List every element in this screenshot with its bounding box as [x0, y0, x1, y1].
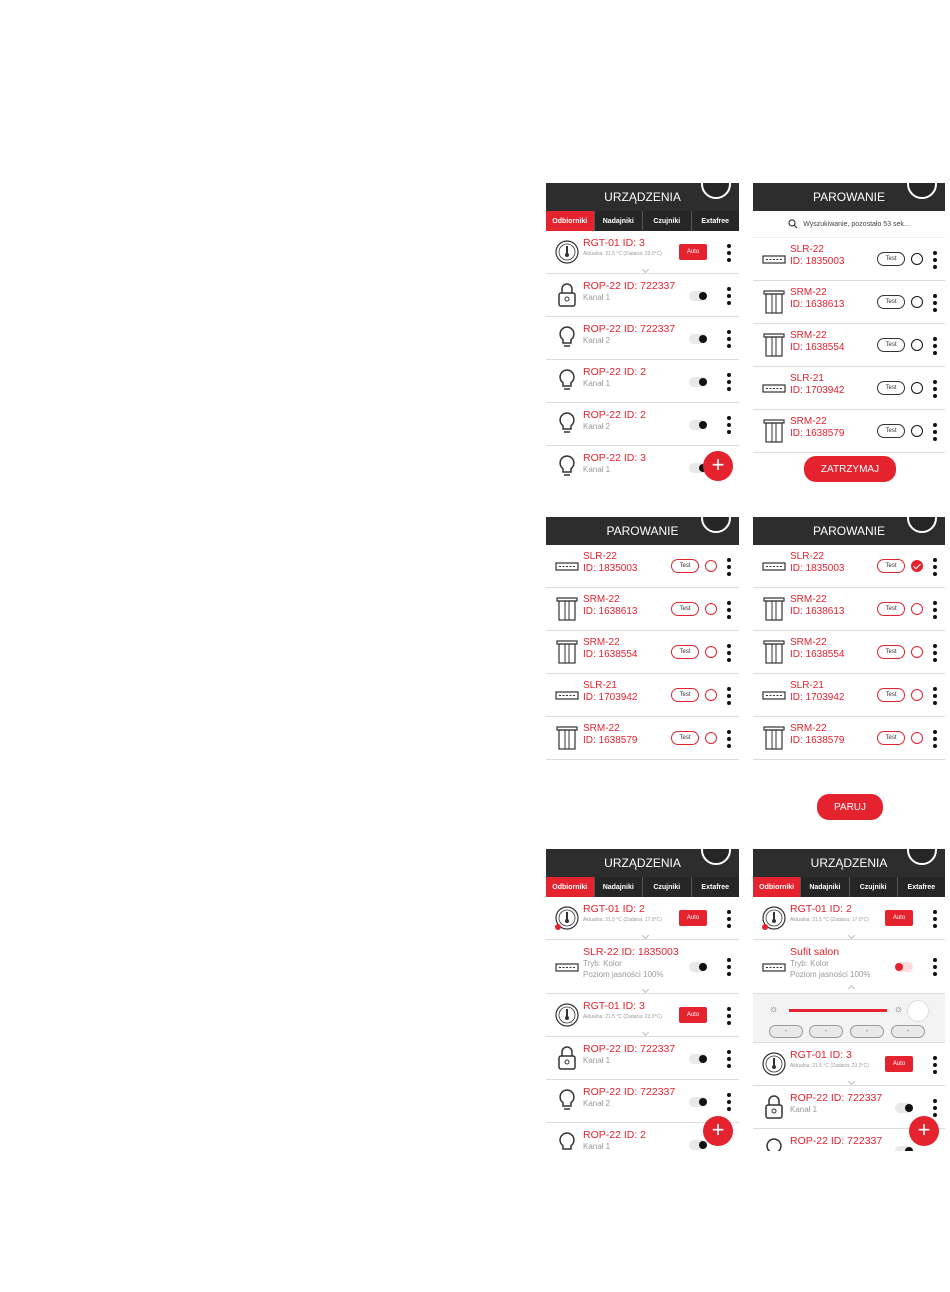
device-name: SRM-22	[790, 723, 827, 734]
device-title: RGT-01 ID: 2	[790, 903, 852, 915]
more-icon[interactable]	[727, 730, 731, 748]
test-button[interactable]: Test	[671, 602, 699, 616]
roller-blind-icon	[552, 723, 582, 753]
device-title: RGT-01 ID: 3	[790, 1049, 852, 1061]
power-toggle[interactable]	[895, 1103, 913, 1113]
test-button[interactable]: Test	[877, 381, 905, 395]
more-icon[interactable]	[727, 330, 731, 348]
step-badge	[907, 849, 937, 865]
led-controller-icon	[552, 952, 582, 982]
device-subtitle: Aktualna: 21.5 °C (Zadana: 23.0°C)	[790, 1063, 869, 1069]
select-radio[interactable]	[911, 382, 923, 394]
test-button[interactable]: Test	[671, 645, 699, 659]
device-title: RGT-01 ID: 3	[583, 237, 645, 249]
device-name: SLR-21	[583, 680, 617, 691]
device-title: SLR-22 ID: 1835003	[583, 946, 679, 958]
device-title: ROP-22 ID: 3	[583, 452, 647, 464]
device-name: SRM-22	[790, 594, 827, 605]
list-item[interactable]	[546, 994, 739, 1037]
header-title: URZĄDZENIA	[604, 190, 681, 204]
brightness-high-icon: ☼	[893, 1004, 903, 1015]
add-device-button[interactable]: +	[909, 1116, 939, 1146]
add-device-button[interactable]: +	[703, 451, 733, 481]
device-title: ROP-22 ID: 722337	[583, 323, 676, 335]
device-id: ID: 1638613	[583, 606, 638, 617]
auto-button[interactable]: Auto	[679, 1007, 707, 1023]
device-title: Sufit salon	[790, 946, 840, 958]
step-badge	[701, 183, 731, 199]
bulb-icon	[552, 1086, 582, 1116]
device-title: ROP-22 ID: 722337	[790, 1092, 883, 1104]
device-name: SRM-22	[790, 330, 827, 341]
panel-devices-1	[546, 183, 739, 493]
led-controller-icon	[552, 551, 582, 581]
more-icon[interactable]	[727, 558, 731, 576]
device-subtitle: Kanał 2	[583, 1099, 611, 1108]
thermostat-icon	[759, 903, 789, 933]
stop-button[interactable]: ZATRZYMAJ	[804, 456, 896, 482]
header-title: URZĄDZENIA	[604, 856, 681, 870]
led-controller-icon	[759, 680, 789, 710]
led-controller-icon	[552, 680, 582, 710]
bulb-icon	[552, 1129, 582, 1151]
more-icon[interactable]	[727, 644, 731, 662]
select-radio[interactable]	[911, 603, 923, 615]
test-button[interactable]: Test	[877, 559, 905, 573]
panel-devices-expanded	[753, 849, 945, 1151]
list-item[interactable]	[753, 238, 945, 281]
more-icon[interactable]	[727, 287, 731, 305]
list-item[interactable]	[546, 274, 739, 317]
select-radio[interactable]	[911, 253, 923, 265]
list-item[interactable]	[546, 631, 739, 674]
more-icon[interactable]	[933, 910, 937, 928]
device-brightness: Poziom jasności 100%	[583, 970, 664, 979]
more-icon[interactable]	[727, 910, 731, 928]
panel-pairing-search	[753, 183, 945, 493]
tab-extafree[interactable]: Extafree	[701, 217, 730, 225]
more-icon[interactable]	[727, 373, 731, 391]
device-id: ID: 1638613	[790, 606, 845, 617]
power-toggle[interactable]	[689, 1054, 707, 1064]
more-icon[interactable]	[933, 601, 937, 619]
test-button[interactable]: Test	[671, 688, 699, 702]
led-controller-icon	[759, 244, 789, 274]
test-button[interactable]: Test	[877, 252, 905, 266]
pair-button[interactable]: PARUJ	[817, 794, 883, 820]
tab-nadajniki[interactable]: Nadajniki	[595, 877, 644, 897]
test-button[interactable]: Test	[877, 424, 905, 438]
device-id: ID: 1703942	[583, 692, 638, 703]
test-button[interactable]: Test	[671, 731, 699, 745]
device-name: SLR-21	[790, 373, 824, 384]
list-item[interactable]	[546, 897, 739, 940]
device-id: ID: 1835003	[790, 563, 845, 574]
thermostat-icon	[552, 237, 582, 267]
chevron-down-icon[interactable]	[641, 932, 648, 939]
preset-button[interactable]: -	[809, 1025, 843, 1038]
select-radio-checked[interactable]	[911, 560, 923, 572]
bulb-icon	[552, 366, 582, 396]
search-icon	[788, 219, 798, 229]
list-item[interactable]	[753, 897, 945, 940]
list-item[interactable]	[546, 446, 739, 489]
roller-blind-icon	[759, 416, 789, 446]
tab-extafree[interactable]: Extafree	[701, 883, 730, 891]
color-picker-button[interactable]	[907, 1000, 929, 1022]
led-controller-icon	[759, 373, 789, 403]
list-item[interactable]	[546, 317, 739, 360]
preset-button[interactable]: -	[850, 1025, 884, 1038]
power-toggle[interactable]	[689, 334, 707, 344]
more-icon[interactable]	[933, 730, 937, 748]
list-item[interactable]	[753, 324, 945, 367]
device-name: SRM-22	[583, 637, 620, 648]
device-subtitle: Kanał 1	[583, 379, 611, 388]
test-button[interactable]: Test	[877, 295, 905, 309]
panel-header	[546, 517, 739, 545]
auto-button[interactable]: Auto	[679, 910, 707, 926]
brightness-panel	[753, 994, 945, 1043]
test-button[interactable]: Test	[877, 645, 905, 659]
list-item[interactable]	[546, 403, 739, 446]
list-item[interactable]	[753, 281, 945, 324]
bulb-icon	[552, 323, 582, 353]
roller-blind-icon	[759, 594, 789, 624]
step-badge	[701, 517, 731, 533]
device-id: ID: 1638579	[583, 735, 638, 746]
device-name: SRM-22	[790, 416, 827, 427]
auto-button[interactable]: Auto	[885, 910, 913, 926]
tab-nadajniki[interactable]: Nadajniki	[801, 877, 849, 897]
chevron-down-icon[interactable]	[848, 932, 855, 939]
panel-pairing-select	[753, 517, 945, 827]
power-toggle[interactable]	[895, 962, 913, 972]
select-radio[interactable]	[705, 560, 717, 572]
device-title: ROP-22 ID: 722337	[583, 1086, 676, 1098]
panel-header	[753, 517, 945, 545]
brightness-low-icon: ☼	[769, 1004, 779, 1015]
more-icon[interactable]	[727, 958, 731, 976]
select-radio[interactable]	[705, 689, 717, 701]
list-item[interactable]	[753, 631, 945, 674]
lock-icon	[552, 280, 582, 310]
roller-blind-icon	[759, 637, 789, 667]
step-badge	[907, 517, 937, 533]
device-subtitle: Kanał 1	[583, 1056, 611, 1065]
list-item[interactable]	[546, 588, 739, 631]
panel-header	[753, 849, 945, 877]
device-id: ID: 1638554	[583, 649, 638, 660]
select-radio[interactable]	[705, 646, 717, 658]
device-title: ROP-22 ID: 722337	[583, 280, 676, 292]
select-radio[interactable]	[705, 603, 717, 615]
device-id: ID: 1638579	[790, 735, 845, 746]
chevron-down-icon[interactable]	[641, 986, 648, 993]
list-item[interactable]	[546, 545, 739, 588]
device-name: SRM-22	[583, 723, 620, 734]
tab-extafree[interactable]: Extafree	[907, 883, 936, 891]
list-item[interactable]	[546, 1037, 739, 1080]
roller-blind-icon	[552, 637, 582, 667]
power-toggle[interactable]	[689, 377, 707, 387]
more-icon[interactable]	[933, 380, 937, 398]
chevron-up-icon[interactable]	[848, 985, 855, 992]
more-icon[interactable]	[933, 687, 937, 705]
more-icon[interactable]	[727, 1093, 731, 1111]
more-icon[interactable]	[933, 1099, 937, 1117]
more-icon[interactable]	[727, 1050, 731, 1068]
list-item[interactable]	[546, 674, 739, 717]
preset-button[interactable]: -	[769, 1025, 803, 1038]
roller-blind-icon	[759, 723, 789, 753]
preset-button[interactable]: -	[891, 1025, 925, 1038]
device-title: RGT-01 ID: 3	[583, 1000, 645, 1012]
device-subtitle: Kanał 1	[583, 465, 611, 474]
device-title: RGT-01 ID: 2	[583, 903, 645, 915]
led-controller-icon	[759, 952, 789, 982]
roller-blind-icon	[759, 287, 789, 317]
step-badge	[907, 183, 937, 199]
device-subtitle: Aktualna: 21.5 °C (Zadana: 17.0°C)	[583, 917, 662, 923]
device-title: ROP-22 ID: 722337	[790, 1135, 883, 1147]
add-device-button[interactable]: +	[703, 1116, 733, 1146]
device-name: SLR-22	[790, 244, 824, 255]
device-subtitle: Aktualna: 21.5 °C (Zadana: 17.0°C)	[790, 917, 869, 923]
device-id: ID: 1703942	[790, 692, 845, 703]
device-title: ROP-22 ID: 2	[583, 366, 647, 378]
more-icon[interactable]	[727, 601, 731, 619]
bulb-icon	[552, 452, 582, 482]
device-name: SLR-22	[790, 551, 824, 562]
list-item[interactable]	[753, 674, 945, 717]
header-title: PAROWANIE	[812, 524, 885, 538]
list-item[interactable]	[753, 588, 945, 631]
device-subtitle: Aktualna: 21.5 °C (Zadana: 23.0°C)	[583, 1014, 662, 1020]
power-toggle[interactable]	[689, 420, 707, 430]
select-radio[interactable]	[911, 732, 923, 744]
list-item[interactable]	[546, 231, 739, 274]
device-mode: Tryb: Kolor	[583, 959, 622, 968]
header-title: PAROWANIE	[812, 190, 885, 204]
header-title: URZĄDZENIA	[810, 856, 888, 870]
search-status-text: Wyszukiwanie, pozostało 53 sek...	[803, 220, 910, 228]
device-subtitle: Kanał 1	[583, 293, 611, 302]
more-icon[interactable]	[933, 251, 937, 269]
tab-odbiorniki[interactable]: Odbiorniki	[546, 211, 595, 231]
list-item[interactable]	[753, 410, 945, 453]
more-icon[interactable]	[727, 244, 731, 262]
lock-icon	[552, 1043, 582, 1073]
device-name: SRM-22	[790, 287, 827, 298]
thermostat-icon	[759, 1049, 789, 1079]
tab-bar	[753, 877, 945, 897]
list-item[interactable]	[753, 717, 945, 760]
select-radio[interactable]	[911, 646, 923, 658]
more-icon[interactable]	[933, 423, 937, 441]
device-title: ROP-22 ID: 2	[583, 1129, 647, 1141]
more-icon[interactable]	[933, 1056, 937, 1074]
device-id: ID: 1638613	[790, 299, 845, 310]
more-icon[interactable]	[933, 958, 937, 976]
device-subtitle: Kanał 1	[583, 1142, 611, 1151]
tab-nadajniki[interactable]: Nadajniki	[595, 211, 644, 231]
list-item[interactable]	[546, 1080, 739, 1123]
select-radio[interactable]	[911, 689, 923, 701]
led-controller-icon	[759, 551, 789, 581]
power-toggle[interactable]	[689, 962, 707, 972]
device-name: SLR-21	[790, 680, 824, 691]
device-subtitle: Kanał 2	[583, 336, 611, 345]
power-toggle[interactable]	[689, 291, 707, 301]
more-icon[interactable]	[933, 558, 937, 576]
panel-pairing-results	[546, 517, 739, 763]
test-button[interactable]: Test	[877, 338, 905, 352]
auto-button[interactable]: Auto	[885, 1056, 913, 1072]
device-id: ID: 1638554	[790, 342, 845, 353]
device-mode: Tryb: Kolor	[790, 959, 829, 968]
list-item[interactable]	[753, 367, 945, 410]
test-button[interactable]: Test	[877, 688, 905, 702]
device-id: ID: 1638579	[790, 428, 845, 439]
bulb-icon	[552, 409, 582, 439]
tab-bar	[546, 877, 739, 897]
roller-blind-icon	[552, 594, 582, 624]
panel-header	[546, 849, 739, 877]
more-icon[interactable]	[727, 1007, 731, 1025]
test-button[interactable]: Test	[877, 731, 905, 745]
power-toggle[interactable]	[689, 1097, 707, 1107]
panel-header	[753, 183, 945, 211]
tab-bar	[546, 211, 739, 231]
tab-czujniki[interactable]: Czujniki	[850, 877, 898, 897]
device-title: ROP-22 ID: 722337	[583, 1043, 676, 1055]
auto-button[interactable]: Auto	[679, 244, 707, 260]
tab-odbiorniki[interactable]: Odbiorniki	[753, 877, 801, 897]
search-status	[753, 211, 945, 238]
chevron-down-icon[interactable]	[848, 1078, 855, 1085]
device-title: ROP-22 ID: 2	[583, 409, 647, 421]
test-button[interactable]: Test	[877, 602, 905, 616]
device-id: ID: 1703942	[790, 385, 845, 396]
list-item[interactable]	[546, 717, 739, 760]
list-item[interactable]	[546, 940, 739, 994]
panel-header	[546, 183, 739, 211]
device-id: ID: 1835003	[583, 563, 638, 574]
select-radio[interactable]	[911, 425, 923, 437]
thermostat-icon	[552, 903, 582, 933]
list-item[interactable]	[753, 1043, 945, 1086]
tab-odbiorniki[interactable]: Odbiorniki	[546, 877, 595, 897]
device-name: SRM-22	[583, 594, 620, 605]
device-id: ID: 1835003	[790, 256, 845, 267]
device-name: SLR-22	[583, 551, 617, 562]
tab-czujniki[interactable]: Czujniki	[643, 211, 692, 231]
select-radio[interactable]	[911, 296, 923, 308]
brightness-slider[interactable]	[789, 1009, 887, 1012]
more-icon[interactable]	[933, 644, 937, 662]
select-radio[interactable]	[911, 339, 923, 351]
list-item[interactable]	[753, 545, 945, 588]
list-item[interactable]	[546, 360, 739, 403]
device-subtitle: Kanał 1	[790, 1105, 818, 1114]
device-name: SRM-22	[790, 637, 827, 648]
thermostat-icon	[552, 1000, 582, 1030]
step-badge	[701, 849, 731, 865]
header-title: PAROWANIE	[606, 524, 679, 538]
device-subtitle: Aktualna: 21.5 °C (Zadana: 23.0°C)	[583, 251, 662, 257]
lock-icon	[759, 1092, 789, 1122]
test-button[interactable]: Test	[671, 559, 699, 573]
roller-blind-icon	[759, 330, 789, 360]
more-icon[interactable]	[933, 294, 937, 312]
power-toggle[interactable]	[895, 1146, 913, 1151]
more-icon[interactable]	[727, 416, 731, 434]
tab-czujniki[interactable]: Czujniki	[643, 877, 692, 897]
more-icon[interactable]	[727, 687, 731, 705]
chevron-down-icon[interactable]	[641, 266, 648, 273]
more-icon[interactable]	[933, 337, 937, 355]
device-subtitle: Kanał 2	[583, 422, 611, 431]
chevron-down-icon[interactable]	[641, 1029, 648, 1036]
power-toggle[interactable]	[689, 1140, 707, 1150]
device-brightness: Poziom jasności 100%	[790, 970, 871, 979]
device-id: ID: 1638554	[790, 649, 845, 660]
bulb-icon	[759, 1135, 789, 1151]
panel-devices-2	[546, 849, 739, 1151]
list-item[interactable]	[753, 940, 945, 994]
select-radio[interactable]	[705, 732, 717, 744]
